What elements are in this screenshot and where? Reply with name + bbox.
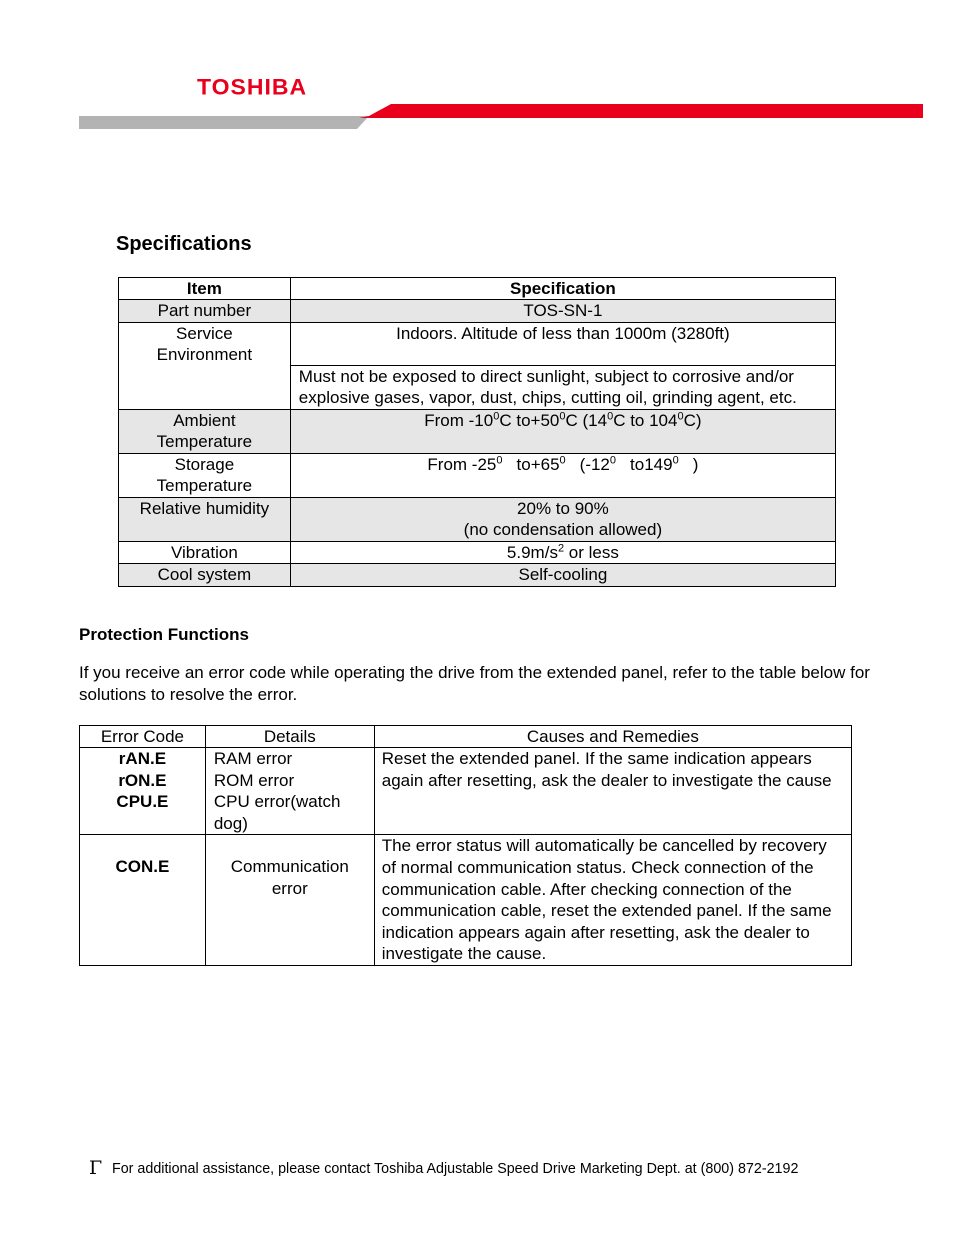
spec-ambient-temperature: From $-10^0C$ $to+50^0C$ ($14^0C$ to $104^0C$) xyxy=(290,409,835,453)
spec-cool-system: Self-cooling xyxy=(290,564,835,587)
col-error-code-header: Error Code xyxy=(80,726,206,748)
table-row xyxy=(119,409,836,453)
table-row xyxy=(119,300,836,323)
table-row xyxy=(80,748,852,835)
table-row xyxy=(119,322,836,365)
item-ambient-temperature xyxy=(119,409,291,453)
error-remedy-communication: The error status will automatically be cancelled by recovery of normal communication status. Check connection of the communication cable. After checking connection of the communication cable, reset the extended panel. If the same indication appears again after resetting, ask the dealer to investigate the cause. xyxy=(374,835,851,966)
spec-line: 20% to 90% xyxy=(517,498,609,518)
col-causes-header: Causes and Remedies xyxy=(374,726,851,748)
table-row xyxy=(80,835,852,966)
error-code-communication: CON.E xyxy=(80,835,206,966)
header-band xyxy=(79,102,923,132)
item-line: Storage xyxy=(174,454,235,474)
error-header-row xyxy=(80,726,852,748)
error-detail: ROM error xyxy=(213,770,295,790)
item-part-number: Part number xyxy=(119,300,291,323)
item-line: Temperature xyxy=(156,476,253,495)
spec-altitude: Indoors. Altitude of less than 1000m (3280ft) xyxy=(290,322,835,365)
header-gray-band xyxy=(79,116,369,129)
item-relative-humidity: Relative humidity xyxy=(119,497,291,541)
table-row xyxy=(119,453,836,497)
spec-exposure: Must not be exposed to direct sunlight, subject to corrosive and/or explosive gases, vapor, dust, chips, cutting oil, grinding agent, etc. xyxy=(290,365,835,409)
error-detail-communication: Communication error xyxy=(205,835,374,966)
footer-bullet-glyph: Γ xyxy=(89,1157,103,1179)
footer-contact-text: For additional assistance, please contact Toshiba Adjustable Speed Drive Marketing Dept. at (800) 872-2192 xyxy=(112,1161,799,1177)
header-red-band xyxy=(359,104,923,118)
item-storage-temperature xyxy=(119,453,291,497)
col-details-header: Details xyxy=(205,726,374,748)
protection-intro-text: If you receive an error code while operating the drive from the extended panel, refer to the table below for solutions to resolve the error. xyxy=(79,663,870,704)
col-spec-header: Specification xyxy=(290,278,835,300)
col-item-header: Item xyxy=(119,278,291,300)
error-detail: RAM error xyxy=(213,749,293,768)
spec-vibration: $5.9m/s^2$ or less xyxy=(290,541,835,564)
spec-part-number: TOS-SN-1 xyxy=(290,300,835,323)
spec-line: (no condensation allowed) xyxy=(463,520,663,539)
error-code: CPU.E xyxy=(116,792,169,812)
spec-relative-humidity xyxy=(290,497,835,541)
protection-functions-heading: Protection Functions xyxy=(79,625,249,644)
item-cool-system: Cool system xyxy=(119,564,291,587)
error-remedy-memory: Reset the extended panel. If the same indication appears again after resetting, ask the dealer to investigate the cause xyxy=(374,748,851,835)
item-line: Service xyxy=(176,323,233,343)
error-detail: CPU error(watch dog) xyxy=(213,792,341,833)
item-line: Ambient xyxy=(173,410,236,430)
item-vibration: Vibration xyxy=(119,541,291,564)
specifications-title: Specifications xyxy=(116,233,252,255)
error-code: rAN.E xyxy=(118,749,167,768)
table-row xyxy=(119,497,836,541)
error-details-memory xyxy=(205,748,374,835)
error-code-table xyxy=(79,725,852,966)
spec-storage-temperature: From $-25^0$ $to+65^0$ ($-12^0$ $to149^0$ ) xyxy=(290,453,835,497)
error-codes-memory xyxy=(80,748,206,835)
table-row xyxy=(119,564,836,587)
specifications-table xyxy=(118,277,836,587)
table-row xyxy=(119,541,836,564)
error-code: rON.E xyxy=(118,770,167,790)
item-line: Environment xyxy=(156,345,253,364)
item-line: Temperature xyxy=(156,432,253,451)
spec-header-row xyxy=(119,278,836,300)
toshiba-logo: TOSHIBA xyxy=(197,74,308,100)
item-service-environment xyxy=(119,322,291,409)
